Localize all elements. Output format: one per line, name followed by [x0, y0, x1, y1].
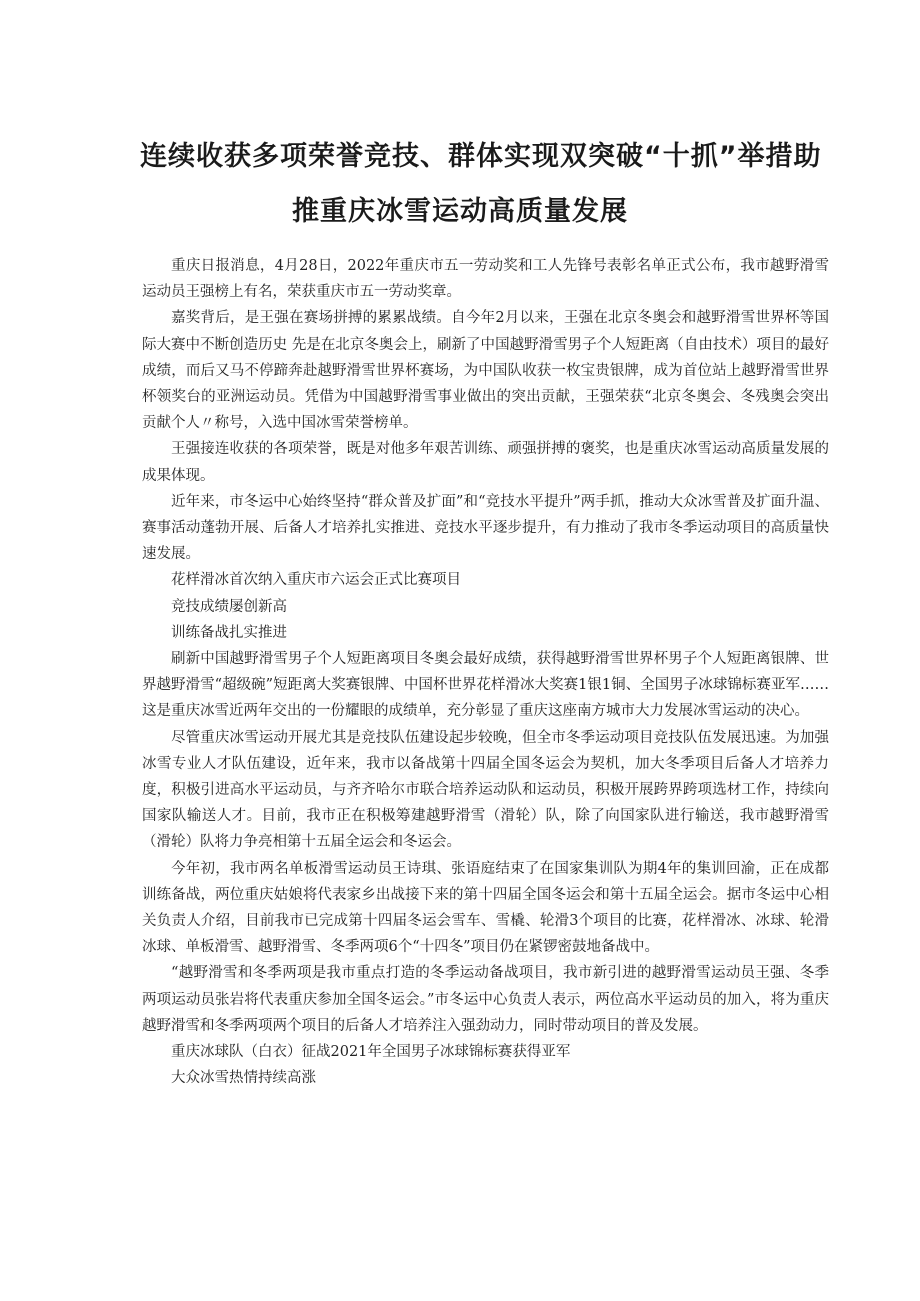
- paragraph: 刷新中国越野滑雪男子个人短距离项目冬奥会最好成绩，获得越野滑雪世界杯男子个人短距离银牌、世界越野滑雪“超级碗”短距离大奖赛银牌、中国杯世界花样滑冰大奖赛1银1铜、全国男子冰球锦标赛亚军……这是重庆冰雪近两年交出的一份耀眼的成绩单，充分彰显了重庆这座南方城市大力发展冰雪运动的决心。: [142, 651, 829, 720]
- photo-caption: 重庆冰球队（白衣）征战2021年全国男子冰球锦标赛获得亚军: [171, 1044, 571, 1061]
- article-title-line-1: 连续收获多项荣誉竞技、群体实现双突破“十抓”举措助: [140, 141, 822, 172]
- photo-caption: 花样滑冰首次纳入重庆市六运会正式比赛项目: [171, 572, 461, 589]
- paragraph: 重庆日报消息，4月28日，2022年重庆市五一劳动奖和工人先锋号表彰名单正式公布，我市越野滑雪运动员王强榜上有名，荣获重庆市五一劳动奖章。: [142, 258, 829, 301]
- paragraph: 嘉奖背后，是王强在赛场拼搏的累累战绩。自今年2月以来，王强在北京冬奥会和越野滑雪世界杯等国际大赛中不断创造历史 先是在北京冬奥会上，刷新了中国越野滑雪男子个人短距离（自由技术）项目的最好成绩，而后又马不停蹄奔赴越野滑雪世界杯赛场，为中国队收获一枚宝贵银牌，成为首位站上越野滑雪世界杯领奖台的亚洲运动员。凭借为中国越野滑雪事业做出的突出贡献，王强荣获“北京冬奥会、冬残奥会突出贡献个人〃称号，入选中国冰雪荣誉榜单。: [142, 310, 829, 432]
- section-heading: 训练备战扎实推进: [171, 624, 287, 641]
- section-heading: 竞技成绩屡创新高: [171, 598, 287, 615]
- paragraph: 尽管重庆冰雪运动开展尤其是竞技队伍建设起步较晚，但全市冬季运动项目竞技队伍发展迅速。为加强冰雪专业人才队伍建设，近年来，我市以备战第十四届全国冬运会为契机，加大冬季项目后备人才培养力度，积极引进高水平运动员，与齐齐哈尔市联合培养运动队和运动员，积极开展跨界跨项选材工作，持续向国家队输送人才。目前，我市正在积极筹建越野滑雪（滑轮）队，除了向国家队进行输送，我市越野滑雪（滑轮）队将力争亮相第十五届全运会和冬运会。: [142, 729, 829, 851]
- paragraph: 王强接连收获的各项荣誉，既是对他多年艰苦训练、顽强拼搏的褒奖，也是重庆冰雪运动高质量发展的成果体现。: [142, 441, 829, 484]
- paragraph: 近年来，市冬运中心始终坚持“群众普及扩面”和“竞技水平提升”两手抓，推动大众冰雪普及扩面升温、赛事活动蓬勃开展、后备人才培养扎实推进、竞技水平逐步提升，有力推动了我市冬季运动项目的高质量快速发展。: [142, 493, 829, 563]
- article-body: [142, 253, 829, 1092]
- paragraph: “越野滑雪和冬季两项是我市重点打造的冬季运动备战项目，我市新引进的越野滑雪运动员王强、冬季两项运动员张岩将代表重庆参加全国冬运会。”市冬运中心负责人表示，两位高水平运动员的加入，将为重庆越野滑雪和冬季两项两个项目的后备人才培养注入强劲动力，同时带动项目的普及发展。: [142, 965, 829, 1034]
- article-title-line-2: 推重庆冰雪运动高质量发展: [292, 196, 628, 227]
- section-heading: 大众冰雪热情持续高涨: [171, 1070, 316, 1087]
- paragraph: 今年初，我市两名单板滑雪运动员王诗琪、张语庭结束了在国家集训队为期4年的集训回渝，正在成都训练备战，两位重庆姑娘将代表家乡出战接下来的第十四届全国冬运会和第十五届全运会。据市冬运中心相关负责人介绍，目前我市已完成第十四届冬运会雪车、雪橇、轮滑3个项目的比赛，花样滑冰、冰球、轮滑冰球、单板滑雪、越野滑雪、冬季两项6个“十四冬”项目仍在紧锣密鼓地备战中。: [142, 860, 829, 956]
